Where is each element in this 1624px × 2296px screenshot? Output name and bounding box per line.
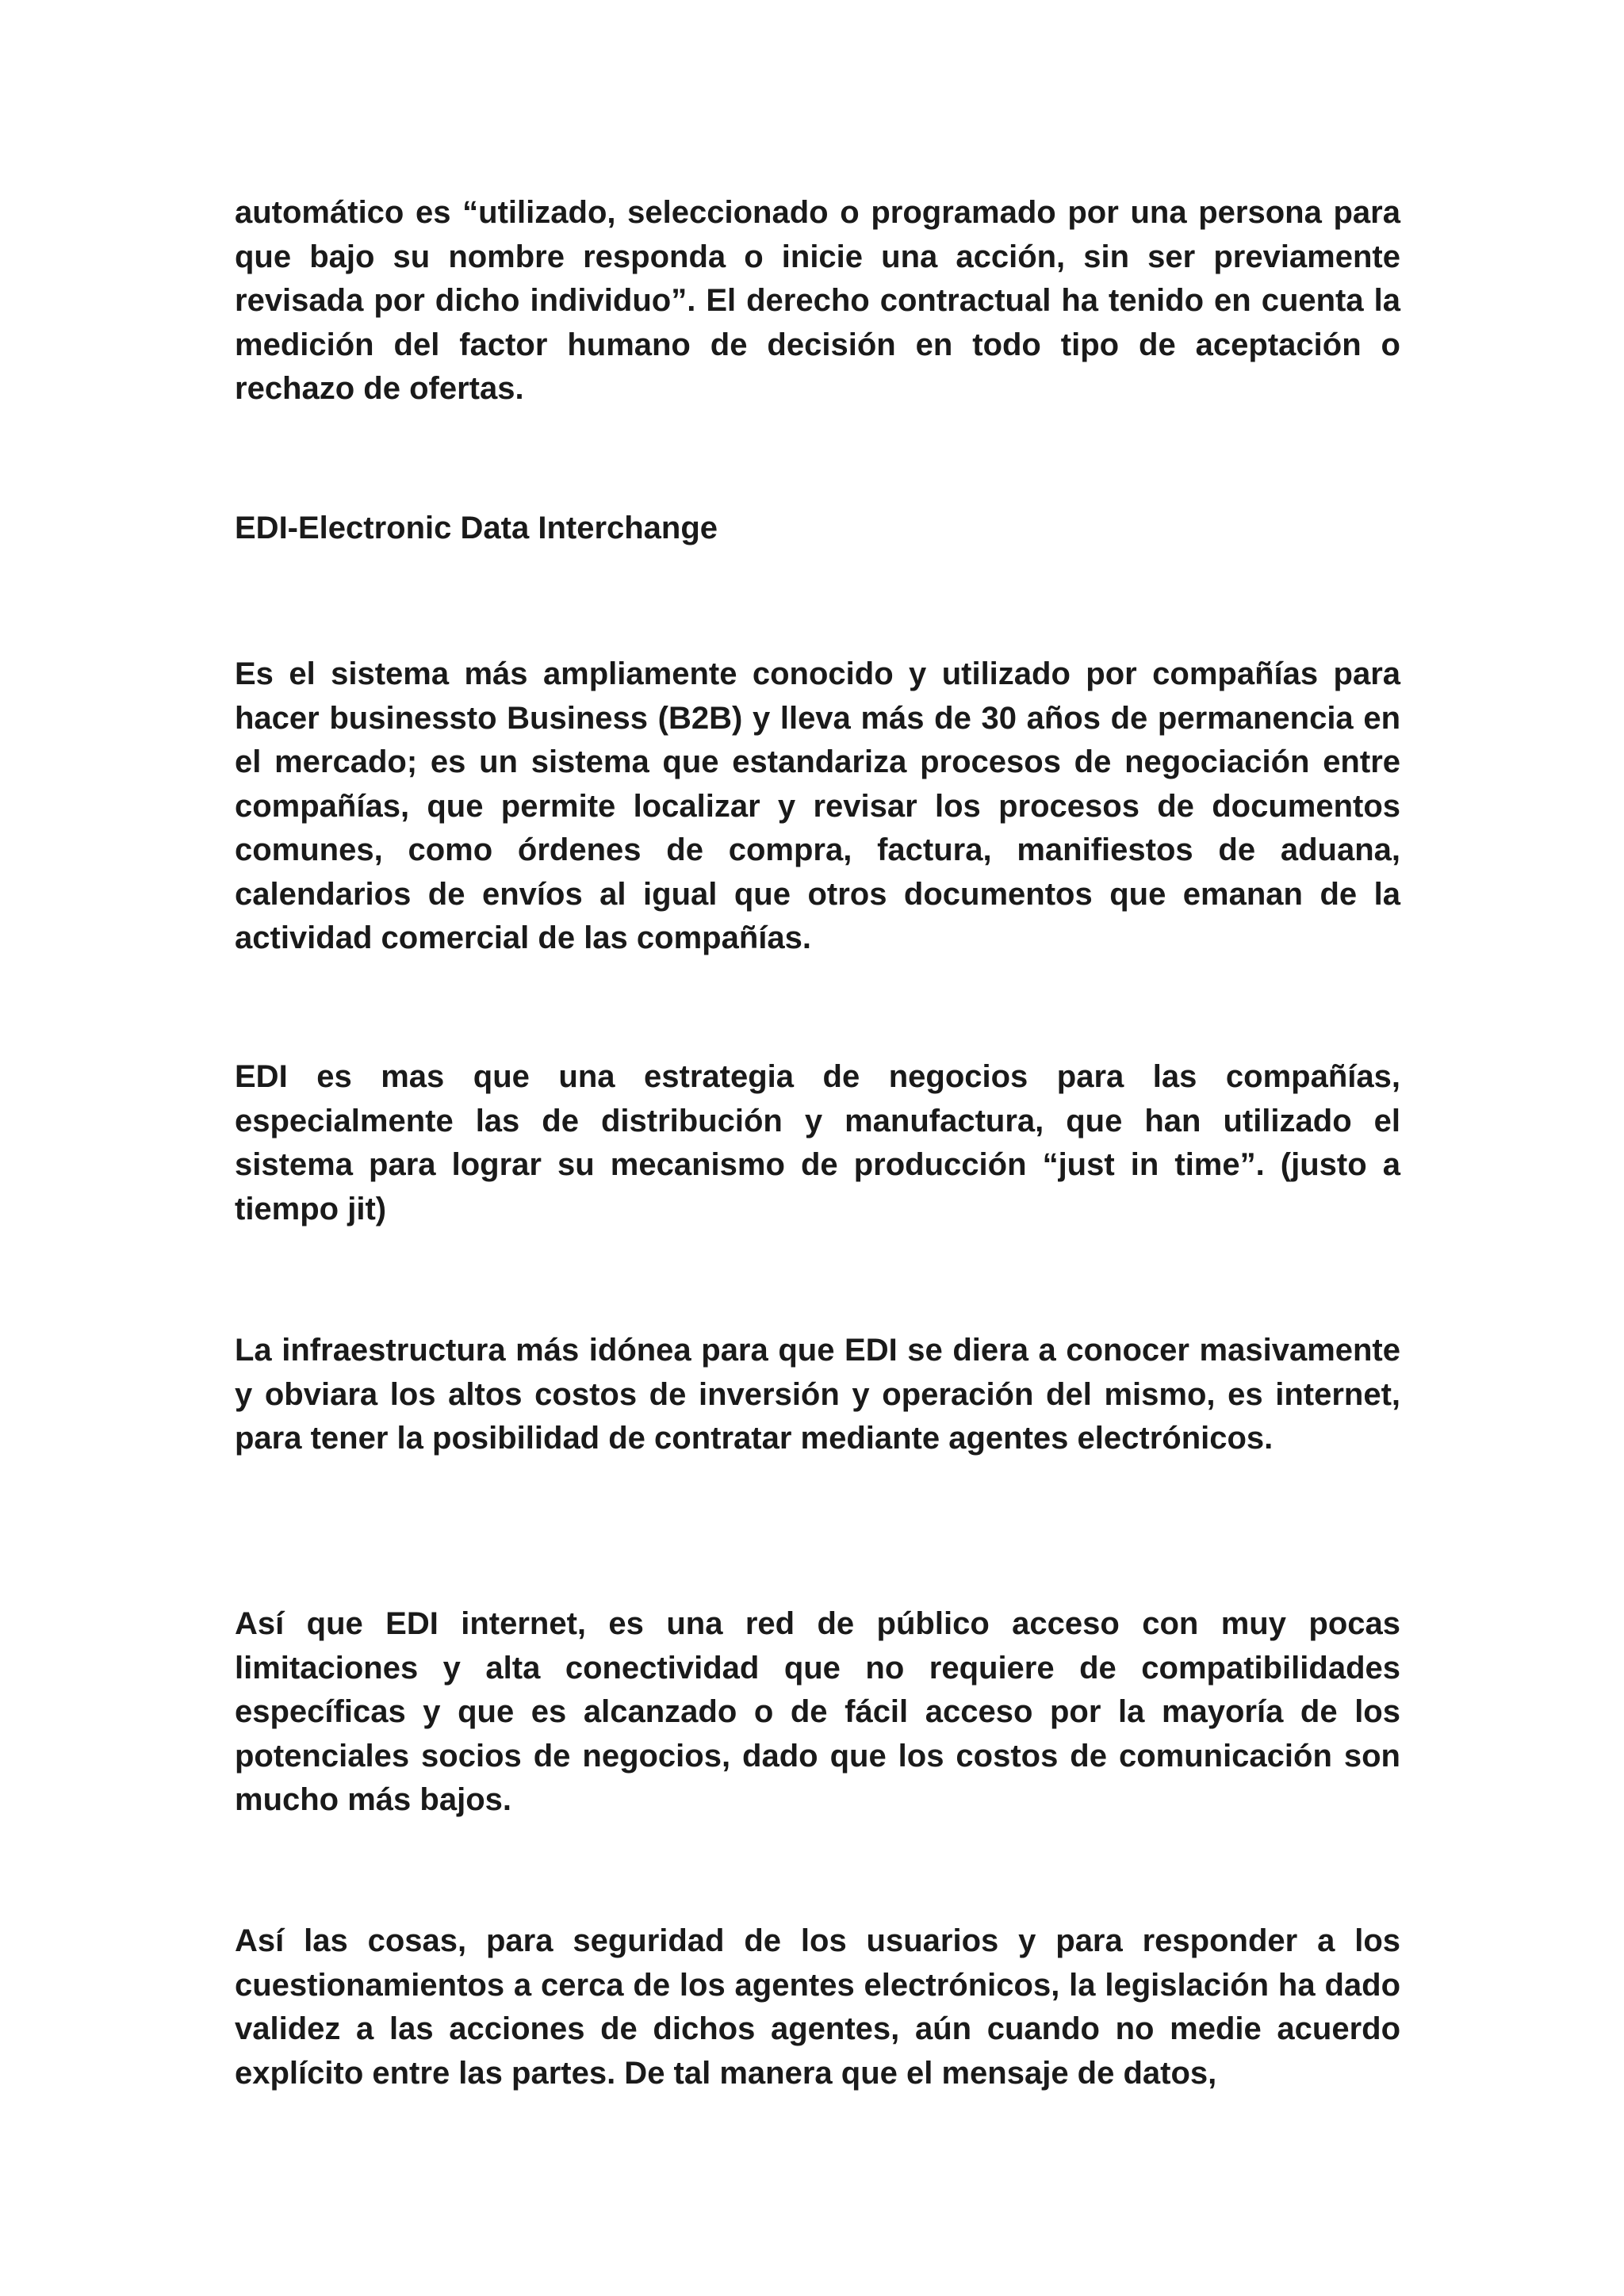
paragraph-edi-internet: Así que EDI internet, es una red de público acceso con muy pocas limitaciones y alta conectividad que no requiere de compatibilidades específicas y que es alcanzado o de fácil acceso por la mayoría de los potenciales socios de negocios, dado que los costos de comunicación son mucho más bajos.: [235, 1606, 1400, 1817]
paragraph-legislation: Así las cosas, para seguridad de los usuarios y para responder a los cuestionamientos a cerca de los agentes electrónicos, la legislación ha dado validez a las acciones de dichos agentes, aún cuando no medie acuerdo explícito entre las partes. De tal manera que el mensaje de datos,: [235, 1923, 1400, 2091]
section-heading-edi: EDI-Electronic Data Interchange: [235, 511, 718, 545]
paragraph-edi-definition: Es el sistema más ampliamente conocido y utilizado por compañías para hacer businessto Business (B2B) y lleva más de 30 años de permanencia en el mercado; es un sistema que estandariza procesos de negociación entre compañías, que permite localizar y revisar los procesos de documentos comunes, como órdenes de compra, factura, manifiestos de aduana, calendarios de envíos al igual que otros documentos que emanan de la actividad comercial de las compañías.: [235, 656, 1400, 955]
paragraph-edi-strategy: EDI es mas que una estrategia de negocios para las compañías, especialmente las de distribución y manufactura, que han utilizado el sistema para lograr su mecanismo de producción “just in time”. (justo a tiempo jit): [235, 1059, 1400, 1226]
paragraph-edi-infrastructure: La infraestructura más idónea para que EDI se diera a conocer masivamente y obviara los altos costos de inversión y operación del mismo, es internet, para tener la posibilidad de contratar mediante agentes electrónicos.: [235, 1333, 1400, 1456]
paragraph-automatic-acceptance: automático es “utilizado, seleccionado o programado por una persona para que bajo su nombre responda o inicie una acción, sin ser previamente revisada por dicho individuo”. El derecho contractual ha tenido en cuenta la medición del factor humano de decisión en todo tipo de aceptación o rechazo de ofertas.: [235, 195, 1400, 406]
